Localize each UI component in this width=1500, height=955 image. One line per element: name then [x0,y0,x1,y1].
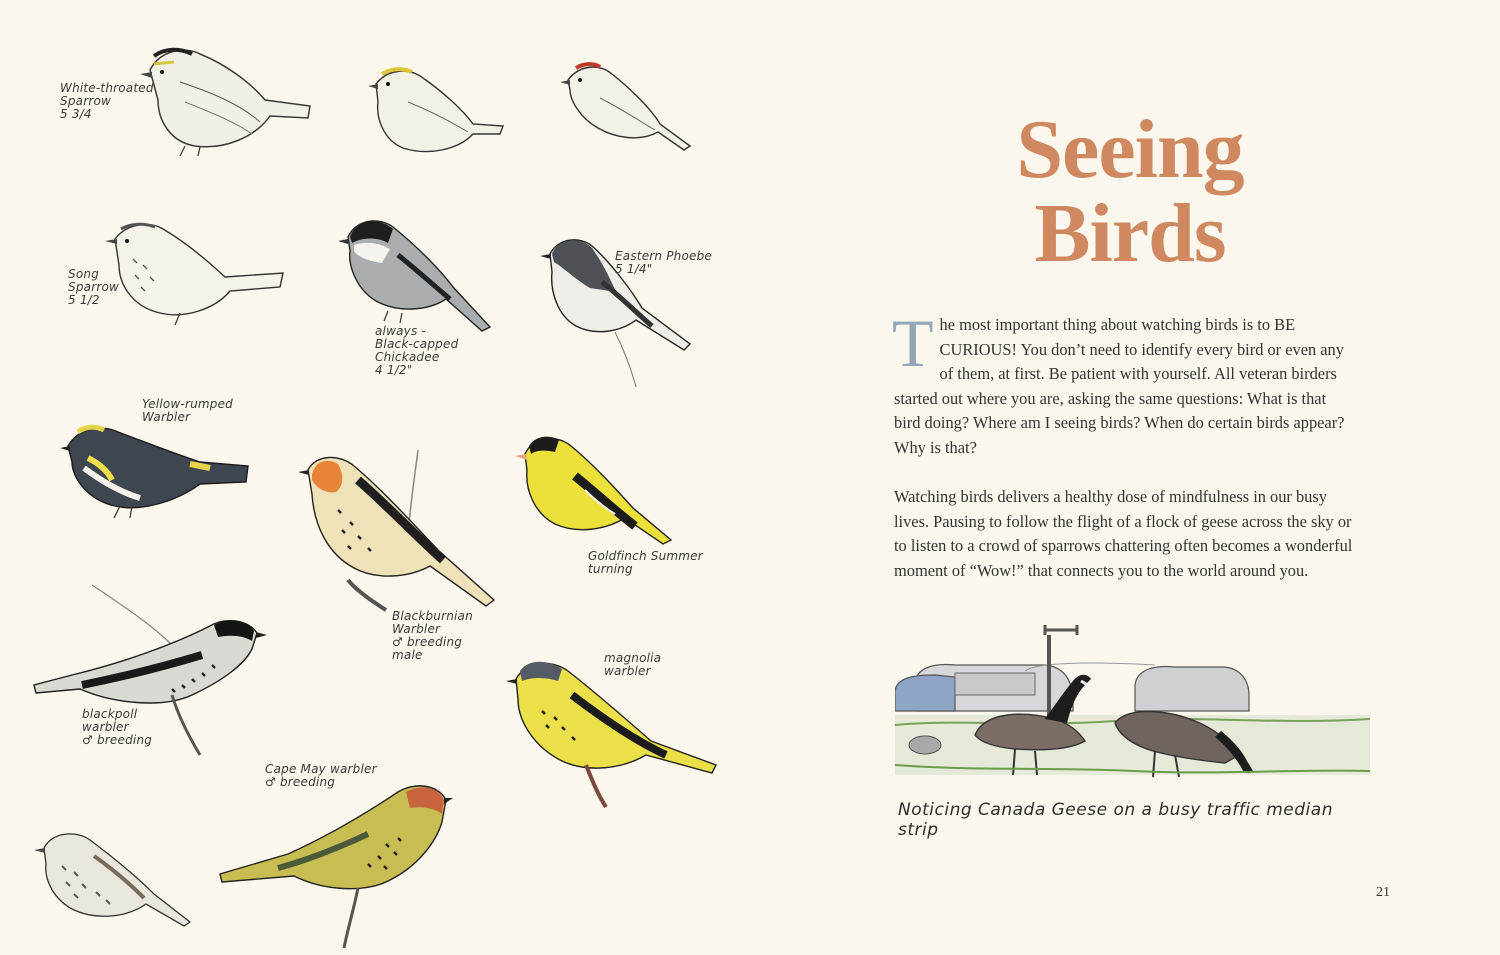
yellow-rumped-warbler-drawing [60,418,255,518]
song-sparrow-note: Song Sparrow 5 1/2 [68,267,120,307]
black-capped-chickadee-drawing [338,215,498,335]
page-number: 21 [1376,885,1390,900]
song-sparrow-drawing [105,215,290,325]
white-throated-sparrow-note: White-throated Sparrow 5 3/4 [60,81,154,121]
ruby-crowned-kinglet-drawing [560,58,695,153]
paragraph-1 [892,305,1356,461]
blackpoll-warbler-note: blackpoll warbler ♂ breeding [82,707,153,747]
sparrow-bottom-drawing [34,826,194,926]
eastern-phoebe-note: Eastern Phoebe 5 1/4" [615,249,712,276]
cape-may-warbler-note: Cape May warbler ♂ breeding [265,762,377,789]
goldfinch-note: Goldfinch Summer turning [588,549,703,576]
magnolia-warbler-note: magnolia warbler [604,651,662,678]
golden-crowned-kinglet-drawing [368,62,508,157]
chapter-title-line2: Birds [1034,187,1226,280]
right-page-text [750,0,1500,955]
geese-sketch [895,615,1370,790]
chapter-title [930,103,1330,280]
yellow-rumped-warbler-note: Yellow-rumped Warbler [142,397,233,424]
magnolia-warbler-drawing [506,655,721,810]
paragraph-1-text: he most important thing about watching birds is to BE CURIOUS! You don’t need to identify every bird or even any of them, at first. Be patient with yourself. All veteran birders started out where you are, asking the same questions: What is that bird doing? Where am I seeing birds? When do certain birds appear? Why is that? [894,315,1345,457]
american-goldfinch-drawing [515,430,675,545]
white-throated-sparrow-drawing [140,42,320,157]
sketch-caption: Noticing Canada Geese on a busy traffic median strip [898,800,1333,840]
drop-cap: T [892,305,934,381]
blackburnian-warbler-drawing [298,450,498,615]
blackburnian-warbler-note: Blackburnian Warbler ♂ breeding male [392,609,473,662]
paragraph-2: Watching birds delivers a healthy dose of mindfulness in our busy lives. Pausing to follow the flight of a flock of geese across the sky or to listen to a crowd of sparrows chattering often becomes a wonderful moment of “Wow!” that connects you to the world around you. [894,487,1353,580]
chapter-title-line1: Seeing [1016,103,1244,196]
cape-may-warbler-drawing [218,778,453,948]
chickadee-note: always - Black-capped Chickadee 4 1/2" [375,324,459,377]
